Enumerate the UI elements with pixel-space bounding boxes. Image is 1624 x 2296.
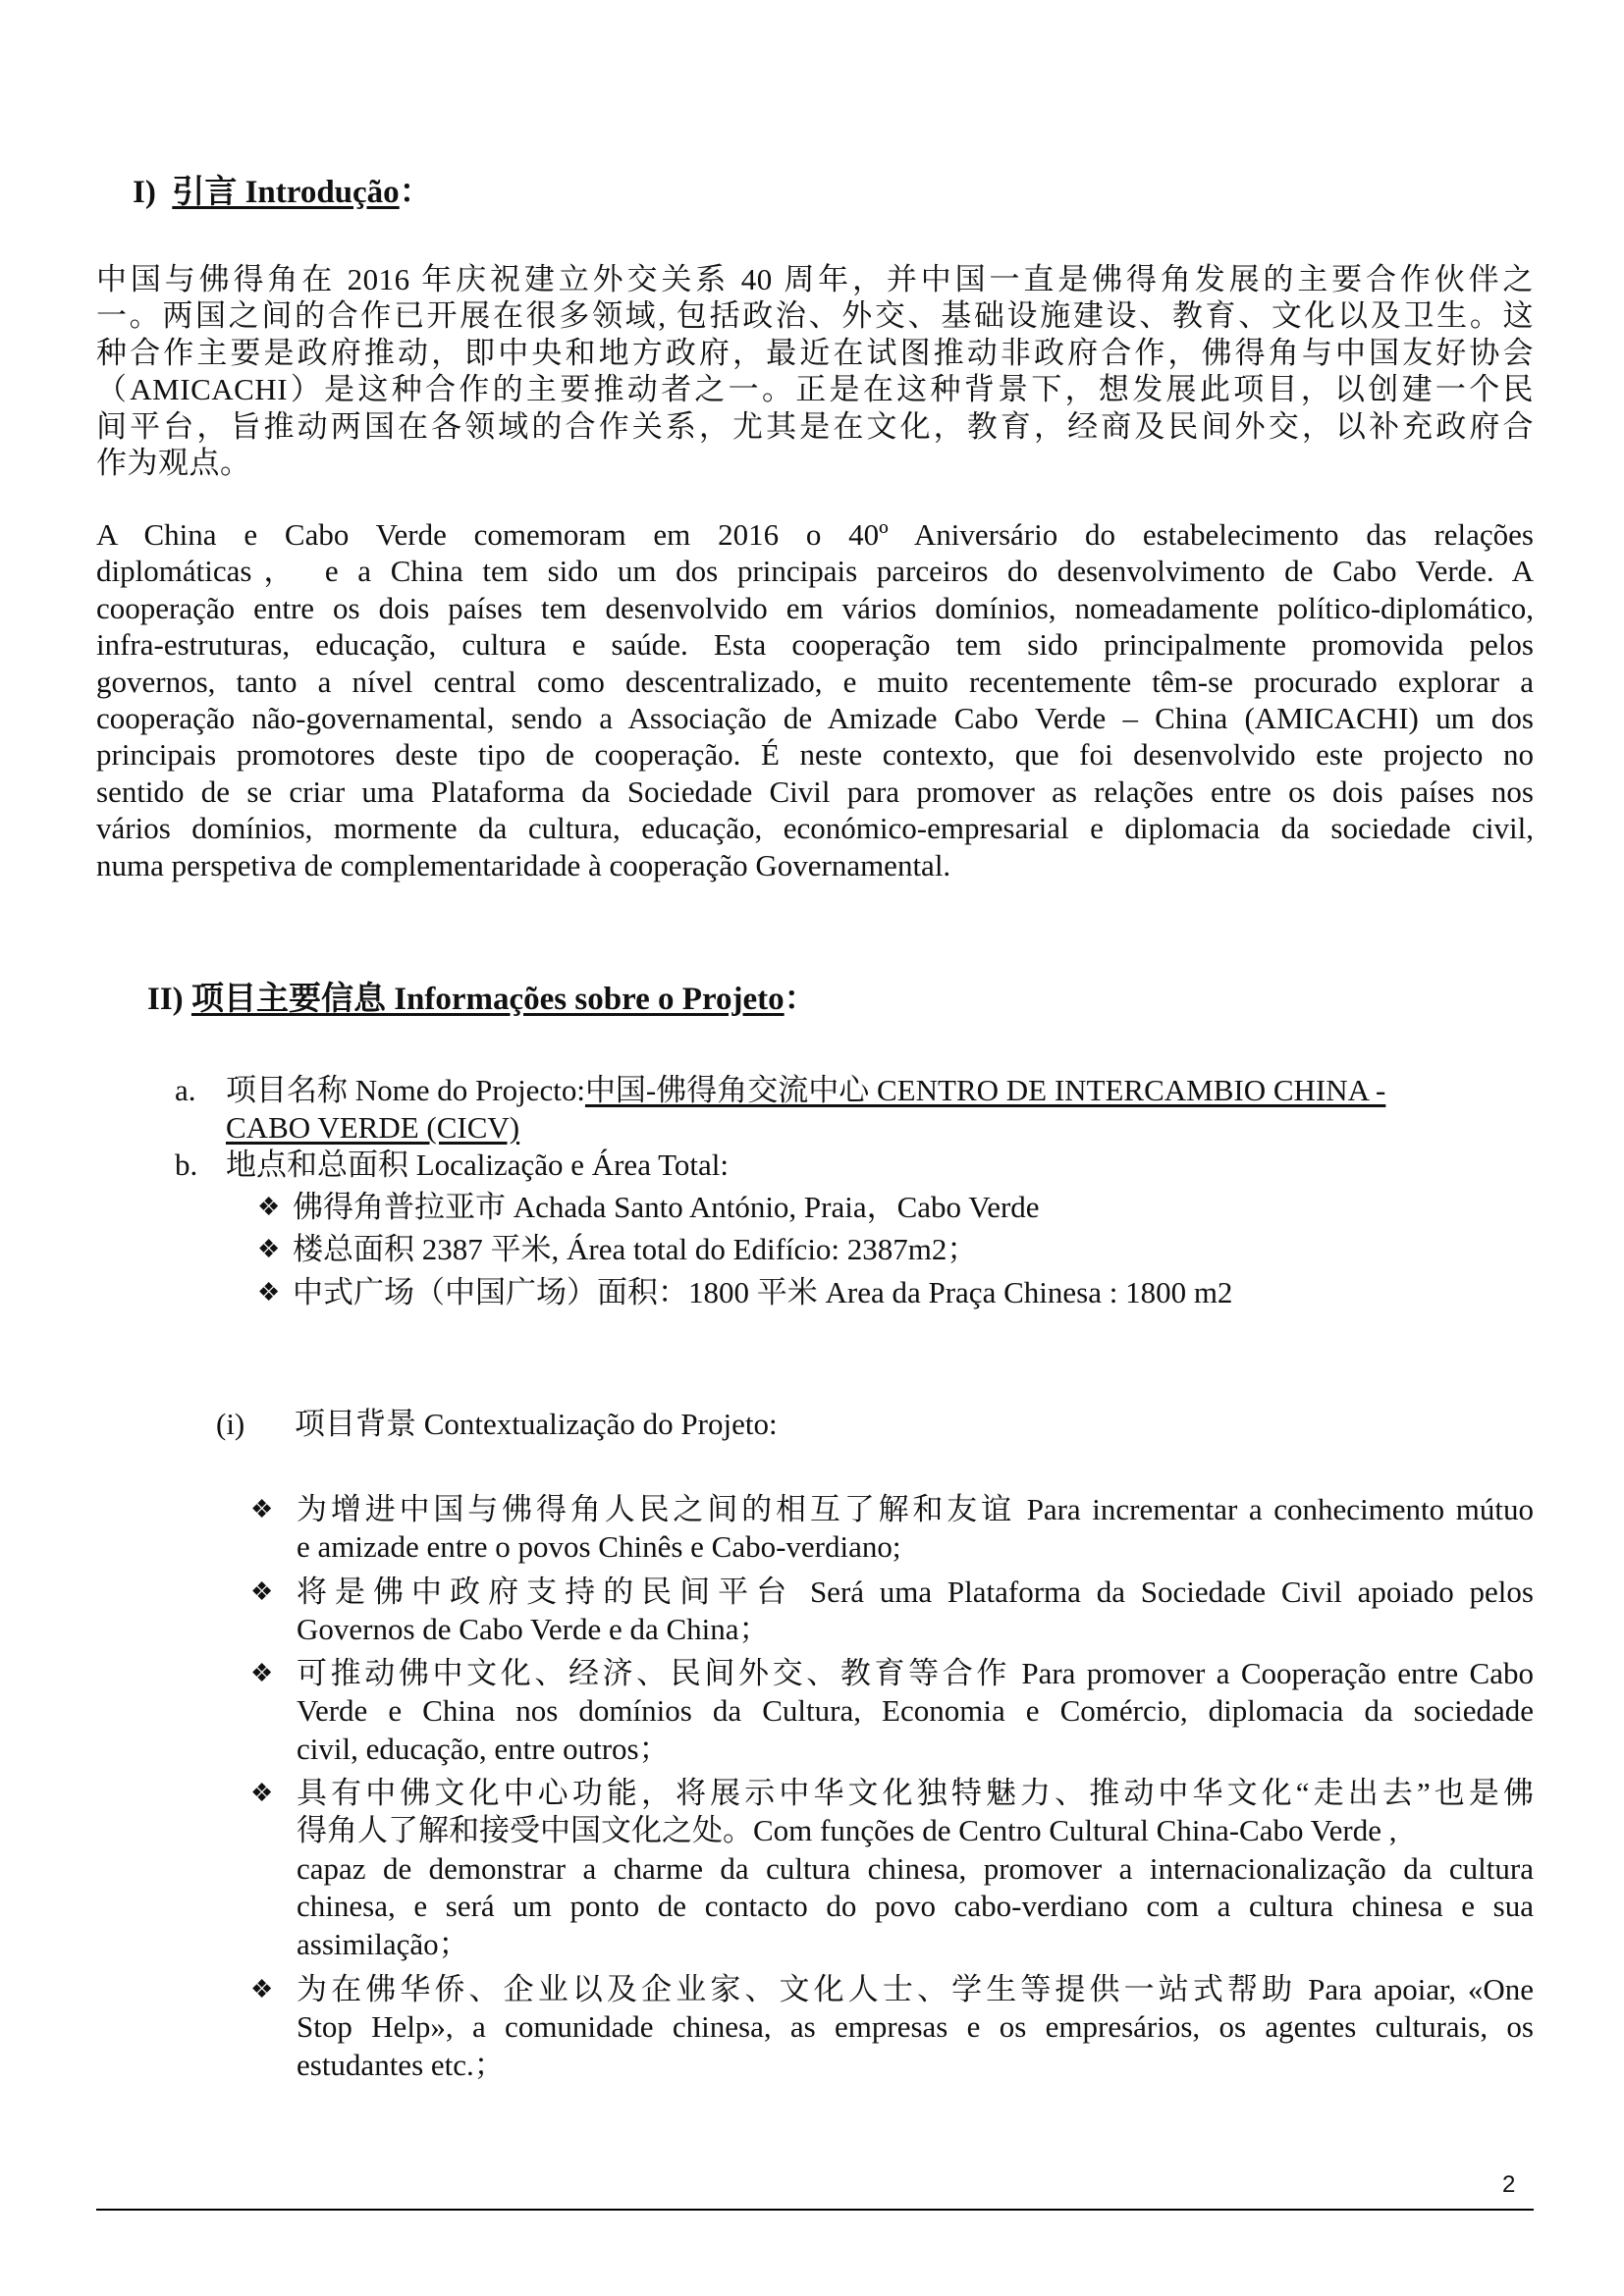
location-area-label: 地点和总面积 Localização e Área Total: xyxy=(226,1148,730,1182)
section-numeral: II) xyxy=(147,982,184,1017)
paragraph-line: 一。两国之间的合作已开展在很多领域, 包括政治、外交、基础设施建设、教育、文化以及卫生。这 xyxy=(96,298,1534,334)
paragraph-line: diplomáticas， e a China tem sido um dos principais parceiros do desenvolvimento de Cabo Verde. A xyxy=(96,554,1534,589)
bullet-line: capaz de demonstrar a charme da cultura chinesa, promover a internacionalização da cultura xyxy=(297,1850,1534,1886)
location-bullet: 佛得角普拉亚市 Achada Santo António, Praia，Cabo Verde xyxy=(293,1190,1040,1224)
paragraph-line: 间平台，旨推动两国在各领域的合作关系，尤其是在文化，教育，经商及民间外交，以补充政府合 xyxy=(96,408,1534,444)
paragraph-line: sentido de se criar uma Plataforma da Sociedade Civil para promover as relações entre os dois países nos xyxy=(96,774,1534,809)
bullet-diamond-icon: ❖ xyxy=(250,1975,274,2003)
building-area-bullet: 楼总面积 2387 平米, Área total do Edifício: 2387m2； xyxy=(293,1232,978,1266)
bullet-diamond-icon: ❖ xyxy=(257,1235,281,1263)
paragraph-line: 种合作主要是政府推动，即中央和地方政府，最近在试图推动非政府合作，佛得角与中国友好协会 xyxy=(96,335,1534,370)
footer-rule xyxy=(96,2209,1534,2211)
paragraph-line: cooperação não-governamental, sendo a Associação de Amizade Cabo Verde – China (AMICACHI) um dos xyxy=(96,700,1534,735)
bullet-line: Verde e China nos domínios da Cultura, Economia e Comércio, diplomacia da sociedade xyxy=(297,1693,1534,1729)
section-heading-project-info xyxy=(147,980,817,1019)
bullet-line: civil, educação, entre outros； xyxy=(297,1731,670,1766)
bullet-line: 得角人了解和接受中国文化之处。Com funções de Centro Cultural China-Cabo Verde , xyxy=(297,1813,1397,1848)
project-name-label: 项目名称 Nome do Projecto: xyxy=(226,1073,585,1107)
bullet-line: e amizade entre o povos Chinês e Cabo-verdiano; xyxy=(297,1529,901,1565)
bullet-line: 为增进中国与佛得角人民之间的相互了解和友谊 Para incrementar a conhecimento mútuo xyxy=(297,1492,1534,1526)
paragraph-line: vários domínios, mormente da cultura, educação, económico-empresarial e diplomacia da sociedade civil, xyxy=(96,811,1534,846)
paragraph-line: cooperação entre os dois países tem desenvolvido em vários domínios, nomeadamente político-diplomático, xyxy=(96,590,1534,625)
paragraph-line: 中国与佛得角在 2016 年庆祝建立外交关系 40 周年，并中国一直是佛得角发展的主要合作伙伴之 xyxy=(96,262,1534,296)
intro-paragraph-chinese xyxy=(96,261,1534,481)
paragraph-line: infra-estruturas, educação, cultura e saúde. Esta cooperação tem sido principalmente promovida pelos xyxy=(96,627,1534,663)
list-marker-a: a. xyxy=(175,1073,196,1107)
section-title: 项目主要信息 Informações sobre o Projeto xyxy=(190,982,785,1017)
bullet-line: Governos de Cabo Verde e da China； xyxy=(297,1612,770,1647)
plaza-area-bullet: 中式广场（中国广场）面积：1800 平米 Area da Praça Chinesa : 1800 m2 xyxy=(293,1275,1233,1309)
section-heading-introduction xyxy=(133,173,432,212)
list-marker-b: b. xyxy=(175,1148,198,1182)
paragraph-line: （AMICACHI）是这种合作的主要推动者之一。正是在这种背景下，想发展此项目，以创建一个民 xyxy=(96,372,1534,407)
paragraph-line: governos, tanto a nível central como descentralizado, e muito recentemente têm-se procurado explorar a xyxy=(96,664,1534,699)
page-number: 2 xyxy=(1502,2171,1516,2198)
project-name-item-continued xyxy=(226,1109,519,1146)
bullet-line: assimilação； xyxy=(297,1926,469,1961)
context-bullet xyxy=(297,1655,1534,1768)
project-name-value: 中国-佛得角交流中心 CENTRO DE INTERCAMBIO CHINA - xyxy=(584,1073,1386,1107)
bullet-diamond-icon: ❖ xyxy=(250,1779,274,1807)
bullet-diamond-icon: ❖ xyxy=(257,1278,281,1307)
subsection-marker: (i) xyxy=(216,1407,245,1441)
paragraph-line: principais promotores deste tipo de cooperação. É neste contexto, que foi desenvolvido este projecto no xyxy=(96,737,1534,773)
section-numeral: I) xyxy=(133,175,156,210)
project-name-item xyxy=(226,1072,1385,1108)
bullet-line: 为在佛华侨、企业以及企业家、文化人士、学生等提供一站式帮助 Para apoiar, «One xyxy=(297,1972,1534,2006)
paragraph-line: numa perspetiva de complementaridade à cooperação Governamental. xyxy=(96,847,951,882)
bullet-line: Stop Help», a comunidade chinesa, as empresas e os empresários, os agentes culturais, os xyxy=(297,2009,1534,2045)
paragraph-line: A China e Cabo Verde comemoram em 2016 o 40º Aniversário do estabelecimento das relações xyxy=(96,517,1534,552)
intro-paragraph-portuguese xyxy=(96,516,1534,883)
section-colon: ： xyxy=(784,982,817,1017)
section-colon: ： xyxy=(399,175,432,210)
project-name-value: CABO VERDE (CICV) xyxy=(226,1110,520,1145)
section-title: 引言 Introdução xyxy=(172,175,400,210)
bullet-line: 将是佛中政府支持的民间平台 Será uma Plataforma da Sociedade Civil apoiado pelos xyxy=(297,1575,1534,1609)
bullet-line: 可推动佛中文化、经济、民间外交、教育等合作 Para promover a Cooperação entre Cabo xyxy=(297,1656,1534,1690)
context-bullet xyxy=(297,1971,1534,2084)
subsection-title: 项目背景 Contextualização do Projeto: xyxy=(295,1407,778,1441)
bullet-line: chinesa, e será um ponto de contacto do povo cabo-verdiano com a cultura chinesa e sua xyxy=(297,1889,1534,1924)
bullet-diamond-icon: ❖ xyxy=(250,1659,274,1687)
paragraph-line: 作为观点。 xyxy=(96,445,251,480)
bullet-diamond-icon: ❖ xyxy=(257,1193,281,1221)
context-bullet xyxy=(297,1574,1534,1649)
bullet-line: estudantes etc.； xyxy=(297,2047,505,2082)
bullet-line: 具有中佛文化中心功能，将展示中华文化独特魅力、推动中华文化“走出去”也是佛 xyxy=(297,1776,1534,1810)
context-bullet xyxy=(297,1775,1534,1963)
context-bullet xyxy=(297,1491,1534,1567)
bullet-diamond-icon: ❖ xyxy=(250,1495,274,1523)
bullet-diamond-icon: ❖ xyxy=(250,1577,274,1606)
